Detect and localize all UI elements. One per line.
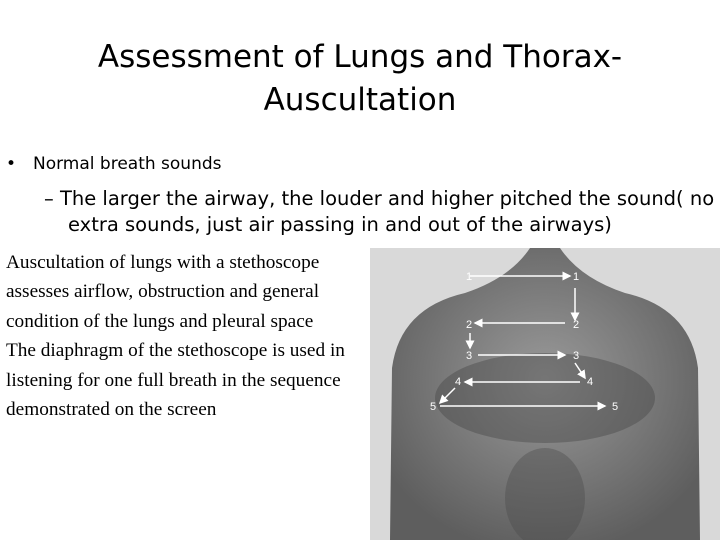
marker-right-4: 4	[587, 376, 594, 388]
auscultation-notes	[6, 248, 366, 424]
marker-right-1: 1	[573, 271, 580, 283]
sub-bullet-airway-sound	[44, 186, 720, 238]
marker-right-2: 2	[573, 319, 580, 331]
note-paragraph-2: The diaphragm of the stethoscope is used in listening for one full breath in the sequence demonstrated on the screen	[6, 340, 345, 421]
bullet-text: Normal breath sounds	[33, 154, 222, 174]
slide-title-line-2: Auscultation	[263, 82, 457, 118]
slide-title-line-1: Assessment of Lungs and Thorax-	[97, 39, 623, 75]
marker-right-5: 5	[612, 401, 619, 413]
marker-left-5: 5	[430, 401, 437, 413]
sub-bullet-marker: –	[44, 187, 54, 210]
slide-title	[40, 36, 680, 122]
marker-left-3: 3	[466, 350, 473, 362]
chest-hair-shading	[435, 353, 655, 443]
marker-left-2: 2	[466, 319, 473, 331]
bullet-marker: •	[6, 154, 17, 174]
note-paragraph-1: Auscultation of lungs with a stethoscope assesses airflow, obstruction and general condition of the lungs and pleural space	[6, 252, 320, 332]
marker-left-1: 1	[466, 271, 473, 283]
sub-bullet-text: The larger the airway, the louder and higher pitched the sound( no extra sounds, just air passing in and out of the airways)	[59, 187, 715, 236]
chest-diagram	[370, 248, 720, 540]
bullet-normal-breath-sounds	[6, 154, 222, 174]
chest-auscultation-photo	[370, 248, 720, 540]
marker-right-3: 3	[573, 350, 580, 362]
marker-left-4: 4	[455, 376, 462, 388]
